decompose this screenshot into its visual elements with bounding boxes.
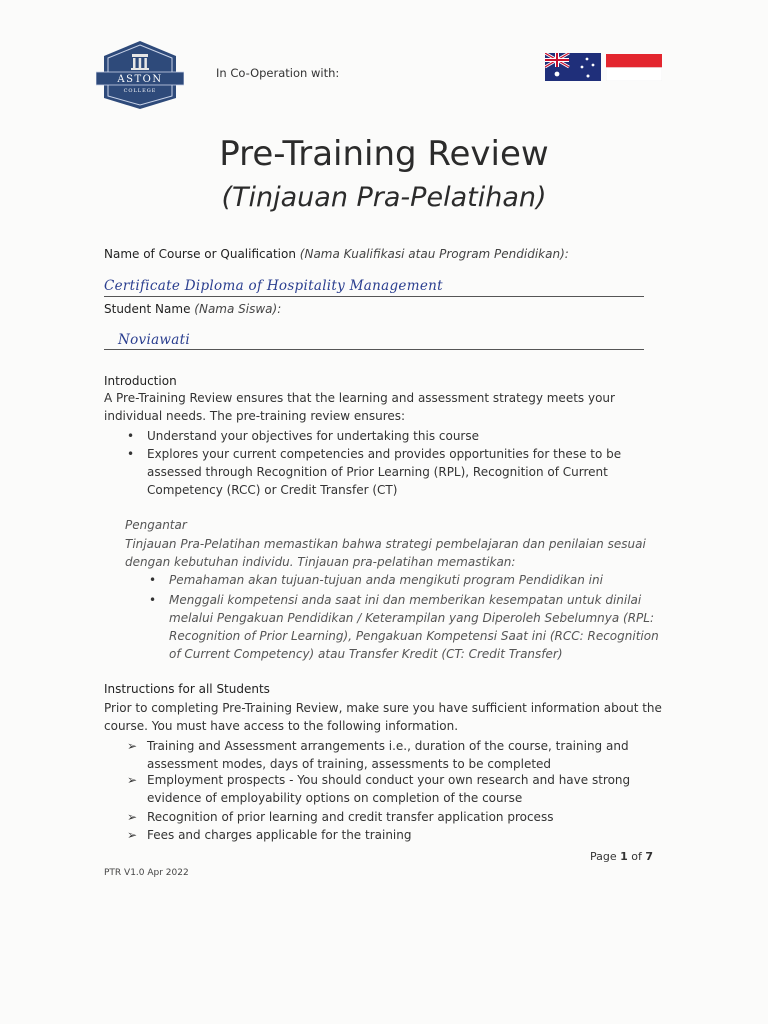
document-version: PTR V1.0 Apr 2022: [104, 868, 189, 878]
student-name-value: Noviawati: [118, 332, 190, 348]
course-value: Certificate Diploma of Hospitality Management: [104, 278, 443, 294]
list-item: • Explores your current competencies and provides opportunities for these to be assessed through Recognition of Prior Learning (RPL), Recognition of Current Competency (RCC) or Credit Transfer (CT): [127, 447, 622, 497]
page-title: Pre-Training Review: [219, 134, 549, 174]
list-item: ➢ Employment prospects - You should conduct your own research and have strong evidence of employability options on completion of the course: [127, 773, 631, 805]
page-number: Page 1 of 7: [590, 850, 654, 863]
list-item: ➢ Recognition of prior learning and credit transfer application process: [127, 810, 554, 824]
student-field-label: Student Name (Nama Siswa):: [104, 302, 282, 316]
australia-flag-icon: [545, 53, 601, 81]
instructions-heading: Instructions for all Students: [104, 682, 270, 696]
student-field-line: [104, 349, 644, 350]
list-item: ➢ Training and Assessment arrangements i.e., duration of the course, training and assessment modes, days of training, assessments to be completed: [127, 739, 629, 771]
svg-text:COLLEGE: COLLEGE: [123, 88, 157, 94]
pengantar-heading: Pengantar: [125, 518, 187, 532]
course-field-line: [104, 296, 644, 297]
introduction-paragraph: A Pre-Training Review ensures that the learning and assessment strategy meets your individual needs. The pre-training review ensures:: [104, 391, 615, 423]
svg-text:ASTON: ASTON: [117, 74, 163, 85]
list-item: • Pemahaman akan tujuan-tujuan anda mengikuti program Pendidikan ini: [149, 573, 603, 587]
cooperation-label: In Co-Operation with:: [216, 66, 340, 80]
instructions-paragraph: Prior to completing Pre-Training Review, make sure you have sufficient information about the course. You must have access to the following information.: [104, 701, 662, 733]
indonesia-flag-icon: [606, 54, 662, 81]
list-item: • Menggali kompetensi anda saat ini dan memberikan kesempatan untuk dinilai melalui Pengakuan Pendidikan / Keterampilan yang Diperoleh Sebelumnya (RPL: Recognition of Prior Learning), Pengakuan Kompetensi Saat ini (RCC: Recognition of Current Competency) atau Transfer Kredit (CT: Credit Transfer): [149, 593, 659, 661]
pengantar-paragraph: Tinjauan Pra-Pelatihan memastikan bahwa strategi pembelajaran dan penilaian sesuai dengan kebutuhan individu. Tinjauan pra-pelatihan memastikan:: [125, 537, 646, 569]
list-item: ➢ Fees and charges applicable for the training: [127, 828, 412, 842]
introduction-heading: Introduction: [104, 374, 177, 388]
aston-college-logo: [96, 40, 184, 110]
course-field-label: Name of Course or Qualification (Nama Kualifikasi atau Program Pendidikan):: [104, 247, 569, 261]
page-subtitle: (Tinjauan Pra-Pelatihan): [221, 182, 547, 213]
list-item: • Understand your objectives for undertaking this course: [127, 429, 479, 443]
